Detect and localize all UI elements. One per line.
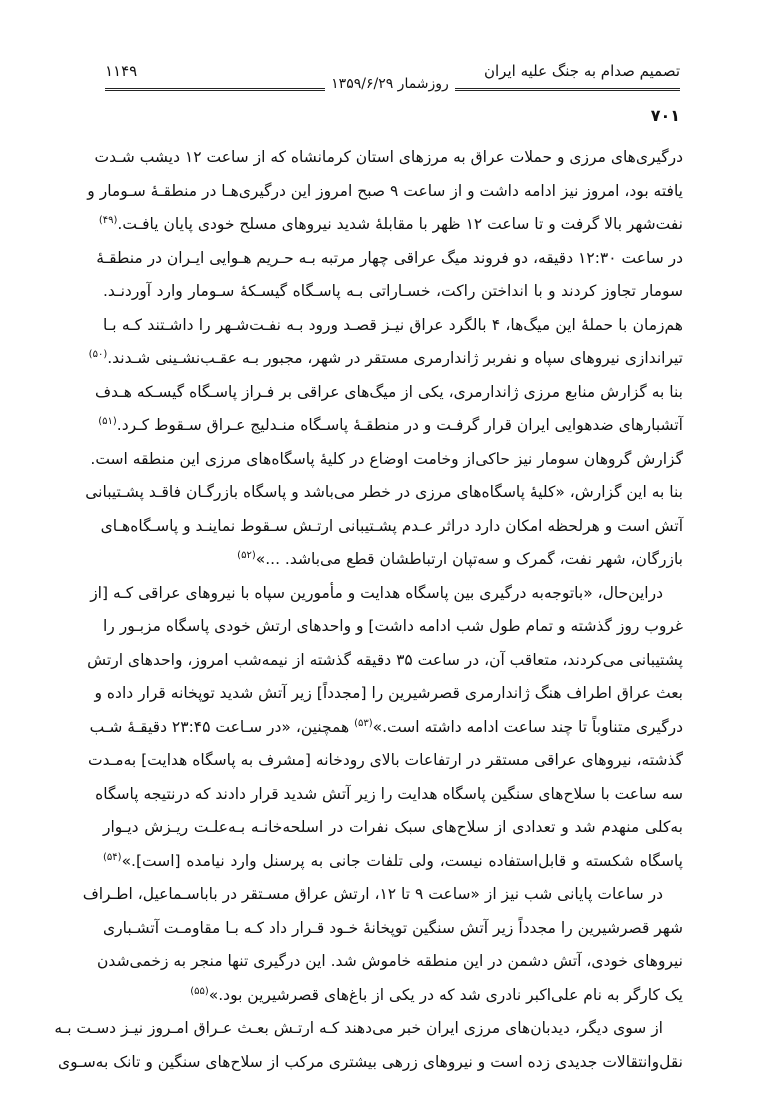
text-segment: پشتیبانی می‌کردند، متعاقب آن، در ساعت ۳۵ دقیقه گذشته از نیمه‌شب امروز، واحدهای ارتش	[87, 650, 683, 669]
text-line	[103, 275, 683, 309]
text-segment: نقل‌وانتقالات جدیدی زده است و نیروهای زرهی بیشتری مرکب از سلاح‌های سنگین و تانک به‌سـوی	[58, 1052, 683, 1071]
text-line	[95, 376, 683, 410]
text-line	[103, 912, 683, 946]
footnote-marker: (۵۵)	[190, 985, 209, 997]
footnote-marker: (۵۴)	[103, 851, 122, 863]
text-segment: پاسگاه شکسته و قابل‌استفاده نیست، ولی تلفات جانی به پرسنل وارد نیامده [است].»	[121, 851, 683, 870]
text-segment: شهر قصرشیرین را مجدداً زیر آتش سنگین توپخانهٔ خـود قـرار داد کـه بـا مقاومـت آتشـباری	[103, 918, 683, 937]
footnote-marker: (۴۹)	[98, 214, 118, 226]
text-segment: نیروهای خودی، آتش دشمن در این منطقه خاموش شد. این درگیری تنها منجر به زخمی‌شدن	[97, 952, 683, 970]
text-line	[88, 342, 683, 376]
text-segment: گذشته، نیروهای عراقی مستقر در ارتفاعات بالای رودخانه [مشرف به پاسگاه هدایت] به‌مـدت	[88, 751, 683, 769]
text-line	[98, 208, 683, 242]
date-label: روزشمار ۱۳۵۹/۶/۲۹	[325, 76, 455, 92]
text-line	[90, 443, 683, 477]
footnote-marker: (۵۰)	[88, 348, 108, 360]
text-segment: غروب روز گذشته و تمام طول شب ادامه داشت] و واحدهای ارتش خودی پاسگاه مزبـور را	[102, 617, 683, 635]
text-segment: آتش است و هرلحظه امکان دارد دراثر عـدم پشـتیبانی ارتـش سـقوط نماینـد و پاسـگاه‌هـای	[100, 516, 683, 535]
entry-number: ۷۰۱	[650, 106, 680, 125]
text-line	[103, 845, 683, 879]
text-line	[94, 141, 683, 175]
body-text	[54, 141, 683, 1079]
text-line	[54, 1012, 683, 1046]
text-line	[89, 711, 683, 745]
text-line	[90, 577, 683, 611]
text-line	[58, 1046, 683, 1080]
text-line	[87, 175, 683, 209]
text-segment: آتشبارهای ضدهوایی ایران قرار گرفـت و در منطقـهٔ پاسـگاه منـدلیج عـراق سـقوط کـرد.	[116, 416, 683, 434]
text-segment: نفت‌شهر بالا گرفت و تا ساعت ۱۲ ظهر با مقابلهٔ شدید نیروهای مسلح خودی پایان یافـت.	[117, 215, 683, 233]
footnote-marker: (۵۱)	[98, 415, 117, 427]
text-segment: یافته بود، امروز نیز ادامه داشت و از ساعت ۹ صبح امروز این درگیری‌هـا در منطقـهٔ سـومار و	[87, 181, 683, 200]
text-line	[103, 979, 683, 1013]
text-segment: گزارش گروهان سومار نیز حاکی‌از وخامت اوضاع در کلیهٔ پاسگاه‌های مرزی این منطقه است.	[90, 449, 683, 468]
text-segment: سومار تجاوز کردند و با انداختن راکت، خسـاراتی بـه پاسـگاه گیسـکهٔ سـومار وارد آوردنـد.	[103, 282, 683, 300]
footnote-marker: (۵۳)	[354, 717, 373, 729]
footnote-marker: (۵۲)	[237, 549, 256, 561]
text-segment: در ساعات پایانی شب نیز از «ساعت ۹ تا ۱۲، ارتش عراق مسـتقر در باباسـماعیل، اطـراف	[82, 885, 663, 903]
text-segment: درگیری‌های مرزی و حملات عراق به مرزهای استان کرمانشاه که از ساعت ۱۲ دیشب شـدت	[94, 148, 683, 166]
running-header-date	[0, 76, 780, 92]
text-line	[88, 744, 683, 778]
text-segment: بعث عراق اطراف هنگ ژاندارمری قصرشیرین را [مجدداً] زیر آتش شدید توپخانه قرار داده و	[94, 684, 683, 702]
text-segment: به‌کلی منهدم شد و تعدادی از سلاح‌های سبک نفرات در اسلحه‌خانـه بـه‌علـت ریـزش دیـوار	[103, 818, 683, 836]
text-segment: یک کارگر به نام علی‌اکبر نادری شد که در یکی از باغ‌های قصرشیرین بود.»	[208, 985, 683, 1004]
text-segment: در ساعت ۱۲:۳۰ دقیقه، دو فروند میگ عراقی چهار مرتبه بـه حـریم هـوایی ایـران در منطقـهٔ	[96, 248, 683, 267]
text-line	[103, 543, 683, 577]
text-segment: سه ساعت با سلاح‌های سنگین پاسگاه هدایت را زیر آتش شدید قرار دادند که درنتیجه پاسگاه	[95, 784, 683, 803]
text-line	[103, 309, 683, 343]
text-segment: درگیری متناوباً تا چند ساعت ادامه داشته است.»	[372, 717, 683, 736]
text-line	[94, 677, 683, 711]
text-segment: تیراندازی نیروهای سپاه و نفربر ژاندارمری مستقر در شهر، مجبور بـه عقـب‌نشـینی شـدند.	[107, 349, 683, 367]
running-header-title: تصمیم صدام به جنگ علیه ایران	[484, 62, 680, 80]
text-line	[87, 644, 683, 678]
text-segment: بازرگان، شهر نفت، گمرک و سه‌تپان ارتباطشان قطع می‌باشد. ...»	[255, 550, 683, 568]
text-line	[103, 610, 683, 644]
text-line	[98, 409, 683, 443]
text-segment: همچنین، «در سـاعت ۲۳:۴۵ دقیقـهٔ شـب	[89, 717, 355, 736]
text-line	[85, 476, 683, 510]
text-segment: بنا به این گزارش، «کلیهٔ پاسگاه‌های مرزی در خطر می‌باشد و پاسگاه بازرگـان فاقـد پشـتیبانی	[85, 483, 683, 501]
text-line	[97, 945, 683, 979]
text-line	[103, 811, 683, 845]
text-segment: هم‌زمان با حملهٔ این میگ‌ها، ۴ بالگرد عراق نیـز قصـد ورود بـه نفـت‌شـهر را داشـتند کـه بـا	[103, 315, 683, 334]
text-segment: دراین‌حال، «باتوجه‌به درگیری بین پاسگاه هدایت و مأمورین سپاه با نیروهای عراقی کـه [از	[90, 583, 663, 602]
text-line	[82, 878, 683, 912]
text-segment: بنا به گزارش منابع مرزی ژاندارمری، یکی از میگ‌های عراقی بر فـراز پاسـگاه گیسـکه هـدف	[95, 382, 683, 401]
text-line	[95, 778, 683, 812]
text-line	[100, 510, 683, 544]
page-number: ۱۱۴۹	[105, 62, 138, 80]
text-line	[96, 242, 683, 276]
text-segment: از سوی دیگر، دیدبان‌های مرزی ایران خبر می‌دهند کـه ارتـش بعـث عـراق امـروز نیـز دسـت بـه	[54, 1019, 663, 1037]
